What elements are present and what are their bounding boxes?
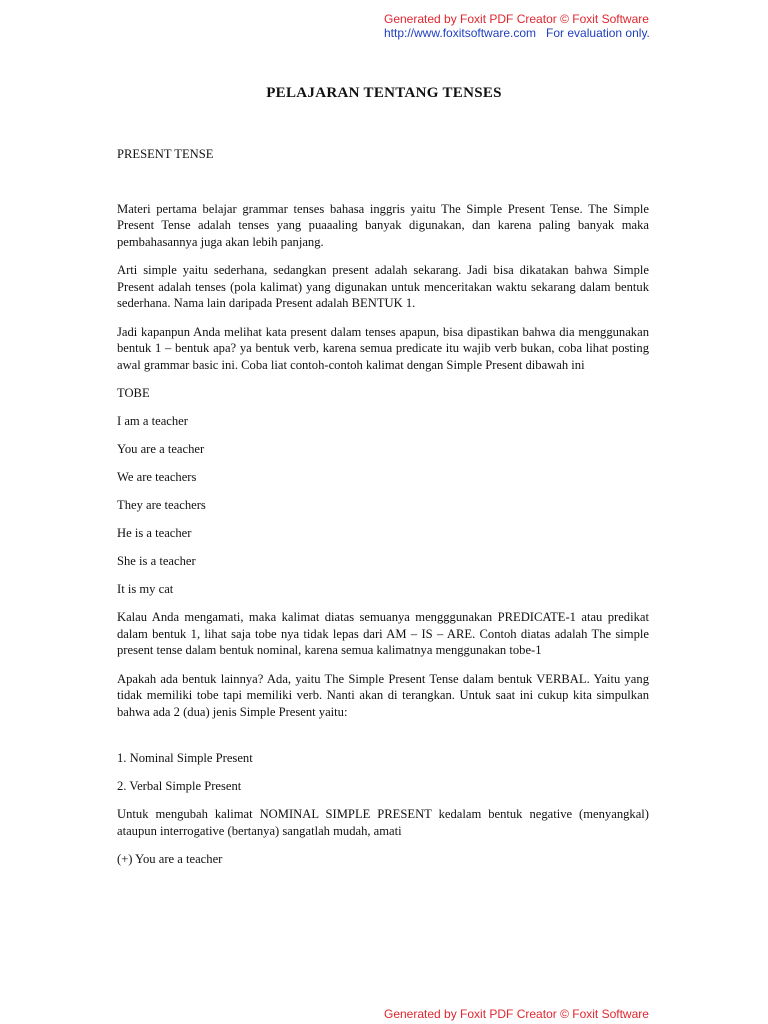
example-sentence: He is a teacher [117, 526, 192, 540]
example-sentence: I am a teacher [117, 414, 188, 428]
tobe-label: TOBE [117, 386, 150, 400]
paragraph: Jadi kapanpun Anda melihat kata present dalam tenses apapun, bisa dipastikan bahwa dia menggunakan bentuk 1 – bentuk apa? ya bentuk verb, karena semua predicate itu wajib verb bukan, coba lihat posting awal grammar basic ini. Coba liat contoh-contoh kalimat dengan Simple Present dibawah ini [117, 324, 649, 372]
example-sentence: It is my cat [117, 582, 174, 596]
example-sentence: She is a teacher [117, 554, 196, 568]
paragraph: Materi pertama belajar grammar tenses bahasa inggris yaitu The Simple Present Tense. The Simple Present Tense adalah tenses yang puaaaling banyak digunakan, dan karena paling banyak maka pembahasannya juga akan lebih panjang. [117, 201, 649, 249]
section-heading: PRESENT TENSE [117, 147, 214, 161]
example-sentence: You are a teacher [117, 442, 205, 456]
example-sentence: They are teachers [117, 498, 206, 512]
watermark-generator-text: Generated by Foxit PDF Creator © Foxit Software [384, 1007, 649, 1021]
paragraph: Apakah ada bentuk lainnya? Ada, yaitu The Simple Present Tense dalam bentuk VERBAL. Yaitu yang tidak memiliki tobe tapi memiliki verb. Nanti akan di terangkan. Untuk saat ini cukup kita simpulkan bahwa ada 2 (dua) jenis Simple Present yaitu: [117, 671, 649, 719]
example-sentence: (+) You are a teacher [117, 852, 223, 866]
example-sentence: We are teachers [117, 470, 197, 484]
paragraph: Kalau Anda mengamati, maka kalimat diatas semuanya mengggunakan PREDICATE-1 atau predikat dalam bentuk 1, lihat saja tobe nya tidak lepas dari AM – IS – ARE. Contoh diatas adalah The simple present tense dalam bentuk nominal, karena semua kalimatnya menggunakan tobe-1 [117, 610, 649, 657]
paragraph: Arti simple yaitu sederhana, sedangkan present adalah sekarang. Jadi bisa dikatakan bahwa Simple Present adalah tenses (pola kalimat) yang digunakan untuk menceritakan waktu sekarang dalam bentuk sederhana. Nama lain daripada Present adalah BENTUK 1. [117, 263, 649, 310]
list-item: 2. Verbal Simple Present [117, 779, 242, 793]
list-item: 1. Nominal Simple Present [117, 751, 253, 765]
document-body [117, 146, 649, 879]
watermark-url-text[interactable]: http://www.foxitsoftware.com For evaluation only. [384, 26, 650, 40]
foxit-watermark-bottom [384, 1007, 684, 1021]
paragraph: Untuk mengubah kalimat NOMINAL SIMPLE PRESENT kedalam bentuk negative (menyangkal) ataupun interrogative (bertanya) sangatlah mudah, amati [117, 807, 649, 838]
foxit-watermark-top [384, 12, 684, 40]
watermark-generator-text: Generated by Foxit PDF Creator © Foxit Software [384, 12, 649, 26]
page-title: PELAJARAN TENTANG TENSES [266, 85, 502, 101]
